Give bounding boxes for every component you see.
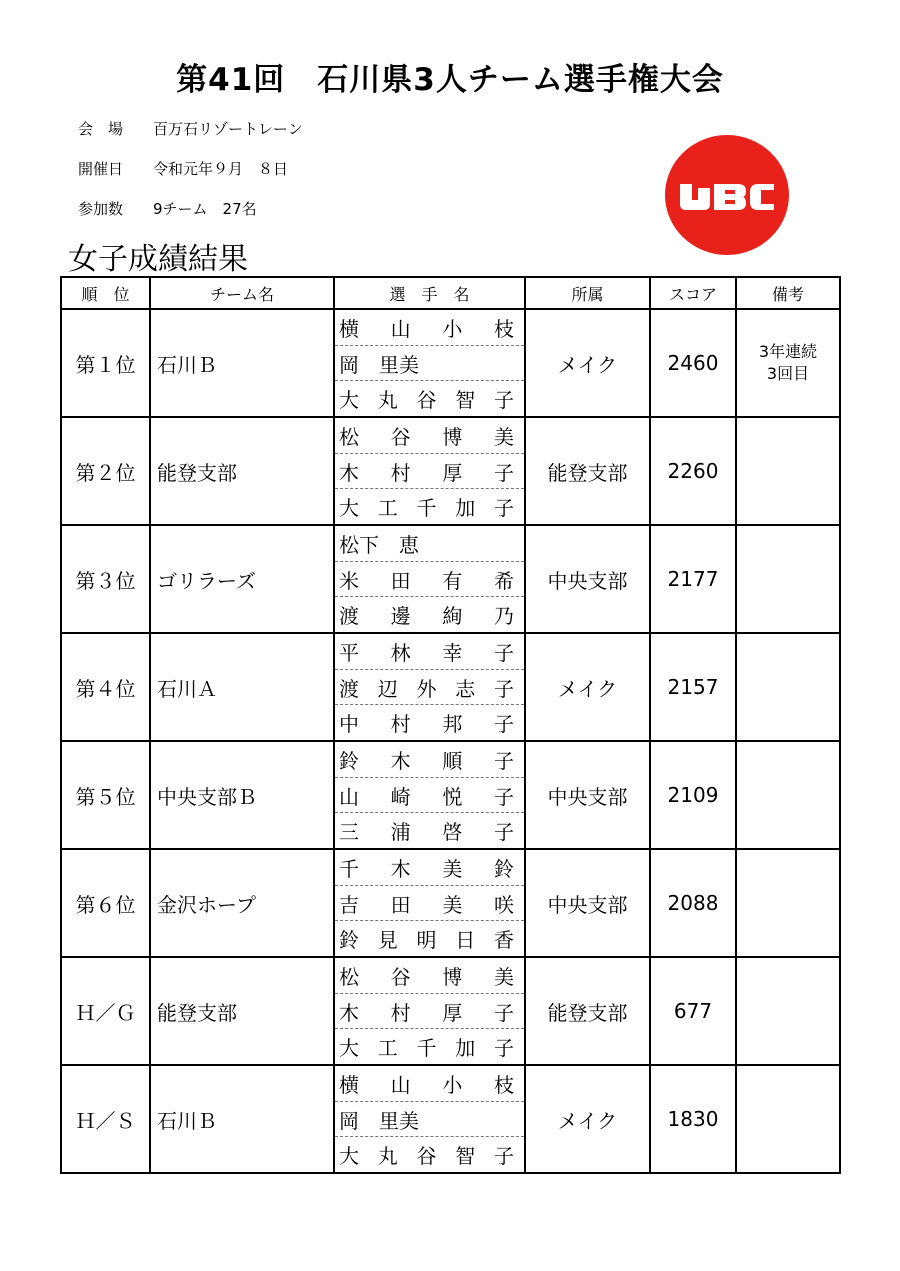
player-name-char: 三 — [339, 820, 359, 845]
player-name-char: 小 — [442, 1072, 463, 1097]
player-name-char: 子 — [494, 388, 514, 413]
col-header-team: チーム名 — [150, 277, 334, 309]
player-name-char: 子 — [493, 784, 514, 809]
note-cell — [736, 1065, 840, 1173]
player-name-char: 希 — [493, 568, 514, 593]
table-row — [61, 849, 840, 957]
affiliation-cell: 中央支部 — [525, 849, 650, 957]
team-name-cell: 金沢ホープ — [150, 849, 334, 957]
affiliation-cell: 能登支部 — [525, 417, 650, 525]
player-name-char: 谷 — [416, 1144, 437, 1169]
player-name-char: 子 — [493, 748, 514, 773]
player-name-char: 博 — [442, 964, 463, 989]
player-name-char: 松 — [339, 424, 359, 449]
player-name-char: 香 — [494, 928, 514, 953]
col-header-rank: 順 位 — [61, 277, 150, 309]
venue-label: 会 場 — [78, 120, 124, 138]
rank-cell: 第３位 — [61, 525, 150, 633]
player-name-char: 小 — [442, 316, 463, 341]
player-name — [335, 742, 524, 777]
player-name — [335, 310, 524, 345]
score-cell: 2088 — [650, 849, 736, 957]
player-list — [335, 1066, 524, 1172]
player-list — [335, 742, 524, 848]
player-list — [335, 310, 524, 416]
player-name — [335, 561, 524, 597]
player-name — [335, 380, 524, 416]
player-name-char: 博 — [442, 424, 463, 449]
player-name — [335, 488, 524, 524]
team-name-cell: 能登支部 — [150, 957, 334, 1065]
table-row — [61, 741, 840, 849]
player-name — [335, 1028, 524, 1064]
player-name-char: 木 — [390, 856, 411, 881]
player-name — [335, 993, 524, 1029]
player-name-char: 邊 — [390, 604, 411, 629]
team-name-cell: 石川Ａ — [150, 633, 334, 741]
col-header-players: 選 手 名 — [334, 277, 525, 309]
player-name-char: 中 — [339, 712, 359, 737]
player-name-char: 智 — [455, 388, 476, 413]
players-cell — [334, 525, 525, 633]
note-cell — [736, 525, 840, 633]
player-name-char: 工 — [377, 1036, 398, 1061]
player-name-char: 美 — [442, 856, 463, 881]
score-cell: 2260 — [650, 417, 736, 525]
player-name-char: 丸 — [377, 1144, 398, 1169]
players-cell — [334, 1065, 525, 1173]
players-cell — [334, 957, 525, 1065]
player-name — [335, 634, 524, 669]
affiliation-cell: 中央支部 — [525, 525, 650, 633]
rank-cell: Ｈ／Ｓ — [61, 1065, 150, 1173]
player-name — [335, 958, 524, 993]
player-name-char: 智 — [455, 1144, 476, 1169]
player-name-char: 絢 — [442, 604, 463, 629]
rank-cell: 第５位 — [61, 741, 150, 849]
player-name-char: 枝 — [493, 316, 514, 341]
player-name — [335, 777, 524, 813]
player-name — [335, 453, 524, 489]
player-name-char: 外 — [416, 676, 437, 701]
affiliation-cell: メイク — [525, 1065, 650, 1173]
score-cell: 2177 — [650, 525, 736, 633]
player-name-char: 大 — [339, 1036, 359, 1061]
player-name-char: 林 — [390, 640, 411, 665]
player-name-char: 山 — [339, 784, 359, 809]
note-cell — [736, 417, 840, 525]
player-name-char: 子 — [494, 496, 514, 521]
player-name-char: 松 — [339, 964, 359, 989]
affiliation-cell: 中央支部 — [525, 741, 650, 849]
player-name-char: 子 — [494, 1036, 514, 1061]
player-name: 松下 恵 — [339, 532, 419, 557]
player-name-char: 厚 — [442, 460, 463, 485]
rank-cell: 第１位 — [61, 309, 150, 417]
players-cell — [334, 741, 525, 849]
player-name-char: 大 — [339, 388, 359, 413]
date-line — [78, 158, 288, 179]
player-name — [335, 704, 524, 740]
player-name-char: 美 — [442, 892, 463, 917]
player-name — [335, 812, 524, 848]
player-name-char: 木 — [339, 1000, 359, 1025]
player-name — [335, 920, 524, 956]
score-cell: 677 — [650, 957, 736, 1065]
player-name — [335, 418, 524, 453]
player-name-char: 山 — [390, 1072, 411, 1097]
player-name-char: 鈴 — [493, 856, 514, 881]
players-cell — [334, 633, 525, 741]
player-name-char: 丸 — [377, 388, 398, 413]
player-name-char: 啓 — [442, 820, 463, 845]
player-name-char: 美 — [493, 964, 514, 989]
rank-cell: Ｈ／Ｇ — [61, 957, 150, 1065]
note-line: 3回目 — [766, 364, 810, 383]
affiliation-cell: メイク — [525, 309, 650, 417]
header-row — [61, 277, 840, 309]
player-name-char: 大 — [339, 1144, 359, 1169]
player-name-char: 美 — [493, 424, 514, 449]
note-cell — [736, 849, 840, 957]
player-name-char: 田 — [390, 568, 411, 593]
participants-line — [78, 198, 257, 219]
player-name-char: 咲 — [493, 892, 514, 917]
player-name-char: 渡 — [339, 604, 359, 629]
player-name: 岡 里美 — [335, 345, 524, 381]
table-row — [61, 957, 840, 1065]
note-cell — [736, 957, 840, 1065]
player-name: 岡 里美 — [335, 1101, 524, 1137]
participants-label: 参加数 — [78, 200, 124, 218]
player-name-char: 鈴 — [339, 748, 359, 773]
player-name-char: 順 — [442, 748, 463, 773]
player-name-char: 木 — [390, 748, 411, 773]
score-cell: 2460 — [650, 309, 736, 417]
table-row — [61, 525, 840, 633]
player-name-char: 千 — [416, 496, 437, 521]
player-list — [335, 634, 524, 740]
results-body — [61, 309, 840, 1173]
player-name-char: 乃 — [493, 604, 514, 629]
player-name-char: 子 — [493, 640, 514, 665]
player-name-char: 大 — [339, 496, 359, 521]
player-name-char: 千 — [416, 1036, 437, 1061]
team-name-cell: 石川Ｂ — [150, 309, 334, 417]
player-name-char: 幸 — [442, 640, 463, 665]
player-name-char: 山 — [390, 316, 411, 341]
player-name-char: 厚 — [442, 1000, 463, 1025]
player-name-char: 谷 — [390, 424, 411, 449]
player-list — [335, 418, 524, 524]
team-name-cell: 中央支部Ｂ — [150, 741, 334, 849]
player-name — [335, 596, 524, 632]
player-name-char: 加 — [455, 496, 476, 521]
player-name-char: 谷 — [416, 388, 437, 413]
page-title: 第41回 石川県3人チーム選手権大会 — [176, 62, 724, 98]
player-name-char: 村 — [390, 712, 411, 737]
venue-line — [78, 118, 303, 139]
player-name-char: 崎 — [390, 784, 411, 809]
players-cell — [334, 309, 525, 417]
table-row — [61, 309, 840, 417]
results-table — [60, 276, 841, 1174]
player-name-char: 子 — [494, 1144, 514, 1169]
player-name-char: 村 — [390, 460, 411, 485]
player-name-char: 渡 — [339, 676, 359, 701]
player-name-char: 見 — [377, 928, 398, 953]
col-header-score: スコア — [650, 277, 736, 309]
section-title: 女子成績結果 — [68, 242, 248, 277]
player-name-char: 邦 — [442, 712, 463, 737]
player-name-char: 工 — [377, 496, 398, 521]
score-cell: 2157 — [650, 633, 736, 741]
player-name — [335, 669, 524, 705]
player-name-char: 田 — [390, 892, 411, 917]
note-line: 3年連続 — [758, 342, 818, 361]
player-name-char: 鈴 — [339, 928, 359, 953]
player-name-char: 子 — [493, 1000, 514, 1025]
note-cell — [736, 309, 840, 417]
player-list — [335, 850, 524, 956]
player-name — [335, 1136, 524, 1172]
rank-cell: 第４位 — [61, 633, 150, 741]
team-name-cell: 能登支部 — [150, 417, 334, 525]
player-name-char: 志 — [455, 676, 476, 701]
players-cell — [334, 849, 525, 957]
player-name-char: 横 — [339, 316, 359, 341]
player-list — [335, 958, 524, 1064]
player-name-char: 悦 — [442, 784, 463, 809]
player-name-char: 木 — [339, 460, 359, 485]
player-name-char: 吉 — [339, 892, 359, 917]
player-name-char: 千 — [339, 856, 359, 881]
player-name-char: 浦 — [390, 820, 411, 845]
col-header-note: 備考 — [736, 277, 840, 309]
note-cell — [736, 741, 840, 849]
player-name — [335, 850, 524, 885]
rank-cell: 第６位 — [61, 849, 150, 957]
player-name-char: 子 — [493, 460, 514, 485]
player-list — [335, 526, 524, 632]
table-row — [61, 633, 840, 741]
date-label: 開催日 — [78, 160, 124, 178]
team-name-cell: 石川Ｂ — [150, 1065, 334, 1173]
col-header-affiliation: 所属 — [525, 277, 650, 309]
player-name-char: 平 — [339, 640, 359, 665]
table-row — [61, 1065, 840, 1173]
player-name — [335, 1066, 524, 1101]
rank-cell: 第２位 — [61, 417, 150, 525]
players-cell — [334, 417, 525, 525]
note-cell — [736, 633, 840, 741]
score-cell: 2109 — [650, 741, 736, 849]
venue-value: 百万石リゾートレーン — [153, 120, 303, 138]
player-name-char: 横 — [339, 1072, 359, 1097]
player-name-char: 辺 — [377, 676, 398, 701]
player-name-char: 有 — [442, 568, 463, 593]
jbc-logo — [664, 134, 790, 256]
player-name-char: 子 — [493, 820, 514, 845]
player-name-char: 子 — [493, 712, 514, 737]
score-cell: 1830 — [650, 1065, 736, 1173]
player-name-char: 村 — [390, 1000, 411, 1025]
affiliation-cell: メイク — [525, 633, 650, 741]
player-name-char: 子 — [494, 676, 514, 701]
player-name-char: 日 — [455, 928, 476, 953]
team-name-cell: ゴリラーズ — [150, 525, 334, 633]
participants-value: 9チーム 27名 — [153, 200, 257, 218]
table-row — [61, 417, 840, 525]
player-name-char: 加 — [455, 1036, 476, 1061]
player-name-char: 谷 — [390, 964, 411, 989]
player-name — [335, 885, 524, 921]
date-value: 令和元年９月 ８日 — [153, 160, 289, 178]
player-name-char: 明 — [416, 928, 437, 953]
player-name-char: 枝 — [493, 1072, 514, 1097]
affiliation-cell: 能登支部 — [525, 957, 650, 1065]
player-name-char: 米 — [339, 568, 359, 593]
